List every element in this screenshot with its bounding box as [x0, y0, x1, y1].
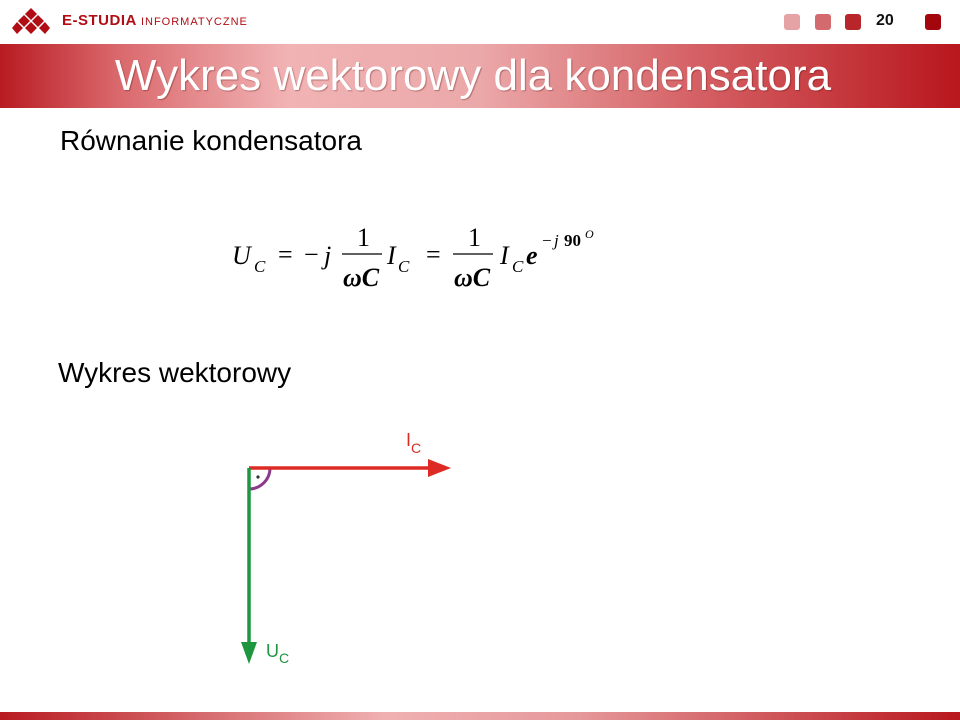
- eq-frac1-den: ωC: [343, 263, 380, 292]
- eq-i-sub: C: [398, 257, 410, 276]
- eq-frac2-den: ωC: [454, 263, 491, 292]
- eq-lhs-symbol: U: [232, 241, 251, 270]
- capacitor-equation: [230, 216, 610, 296]
- nav-square-1: [784, 14, 800, 30]
- slide-title: Wykres wektorowy dla kondensatora: [114, 51, 832, 100]
- brand-name: [62, 12, 248, 29]
- nav-square-4: [925, 14, 941, 30]
- estudia-logo-icon: [12, 6, 50, 38]
- eq-frac1-num: 1: [357, 223, 370, 252]
- eq-exp-val: 90: [564, 231, 581, 250]
- eq-i-symbol: I: [387, 241, 396, 270]
- phasor-diagram: [230, 420, 490, 680]
- voltage-label: U: [266, 641, 279, 661]
- right-angle-arc: [249, 468, 270, 489]
- page-number: 20: [876, 12, 894, 29]
- brand-main: E-STUDIA: [62, 12, 137, 29]
- eq-exp-minus: −: [542, 231, 552, 250]
- eq-exp-j: j: [554, 231, 559, 250]
- current-phasor-arrowhead: [428, 459, 451, 477]
- eq-e: e: [526, 241, 538, 270]
- nav-square-3: [845, 14, 861, 30]
- section-heading-diagram: Wykres wektorowy: [58, 357, 292, 388]
- top-bar: [0, 0, 960, 44]
- eq-lhs-sub: C: [254, 257, 266, 276]
- current-label-sub: C: [411, 440, 422, 456]
- brand-sub: INFORMATYCZNE: [140, 16, 248, 28]
- eq-frac2-num: 1: [468, 223, 481, 252]
- footer-band: [0, 712, 960, 720]
- current-label: I: [406, 430, 412, 450]
- right-angle-dot: [256, 475, 259, 478]
- eq-j: j: [324, 241, 332, 270]
- eq-equals-1: =: [278, 240, 293, 269]
- eq-minus: −: [304, 240, 319, 269]
- section-heading-equation: Równanie kondensatora: [60, 125, 362, 156]
- eq-exp-deg: O: [585, 227, 594, 241]
- eq-equals-2: =: [426, 240, 441, 269]
- voltage-label-sub: C: [279, 650, 290, 666]
- nav-square-2: [815, 14, 831, 30]
- eq-i2-symbol: I: [500, 241, 509, 270]
- voltage-phasor-arrowhead: [241, 642, 257, 664]
- eq-i2-sub: C: [512, 257, 524, 276]
